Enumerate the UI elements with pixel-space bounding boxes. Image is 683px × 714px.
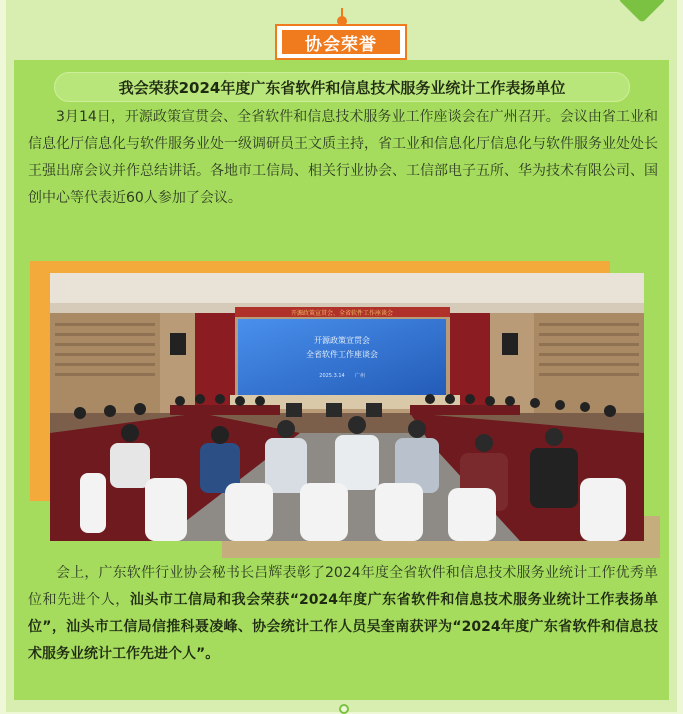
article-paragraph-1: 3月14日，开源政策宣贯会、全省软件和信息技术服务业工作座谈会在广州召开。会议由省工业和信息化厅信息化与软件服务业处一级调研员王文质主持，省工业和信息化厅信息化与软件服务业处处长王强出席会议并作总结讲话。各地市工信局、相关行业协会、工信部电子五所、华为技术有限公司、国创中心等代表近60人参加了会议。 [28, 109, 658, 206]
paragraph2-bold-text: 汕头市工信局和我会荣获“2024年度广东省软件和信息技术服务业统计工作表扬单位”，汕头市工信局信推科聂凌峰、协会统计工作人员吴奎南获评为“2024年度广东省软件和信息技术服务业统计工作先进个人”。 [28, 592, 659, 662]
screen-title-line1: 开源政策宣贯会 [314, 336, 370, 345]
meeting-photo [50, 273, 644, 541]
photo-banner-text: 开源政策宣贯会、全省软件工作座谈会 [290, 310, 394, 317]
article-title: 我会荣获2024年度广东省软件和信息技术服务业统计工作表扬单位 [54, 72, 630, 102]
article-paragraph-2 [28, 560, 658, 668]
tag-frame [275, 24, 407, 60]
screen-date: 2025.3.14 [319, 373, 345, 379]
screen-title-line2: 全省软件工作座谈会 [306, 350, 378, 359]
section-tag-label: 协会荣誉 [282, 30, 400, 54]
screen-place: 广州 [354, 373, 366, 379]
section-tag [275, 8, 409, 58]
paragraph2-plain-text: 会上，广东软件行业协会秘书长吕辉表彰了2024年度全省软件和信息技术服务业统计工作优秀单位和先进个人， [28, 565, 658, 608]
bottom-connector-dot [339, 704, 349, 714]
article-card [14, 60, 669, 700]
